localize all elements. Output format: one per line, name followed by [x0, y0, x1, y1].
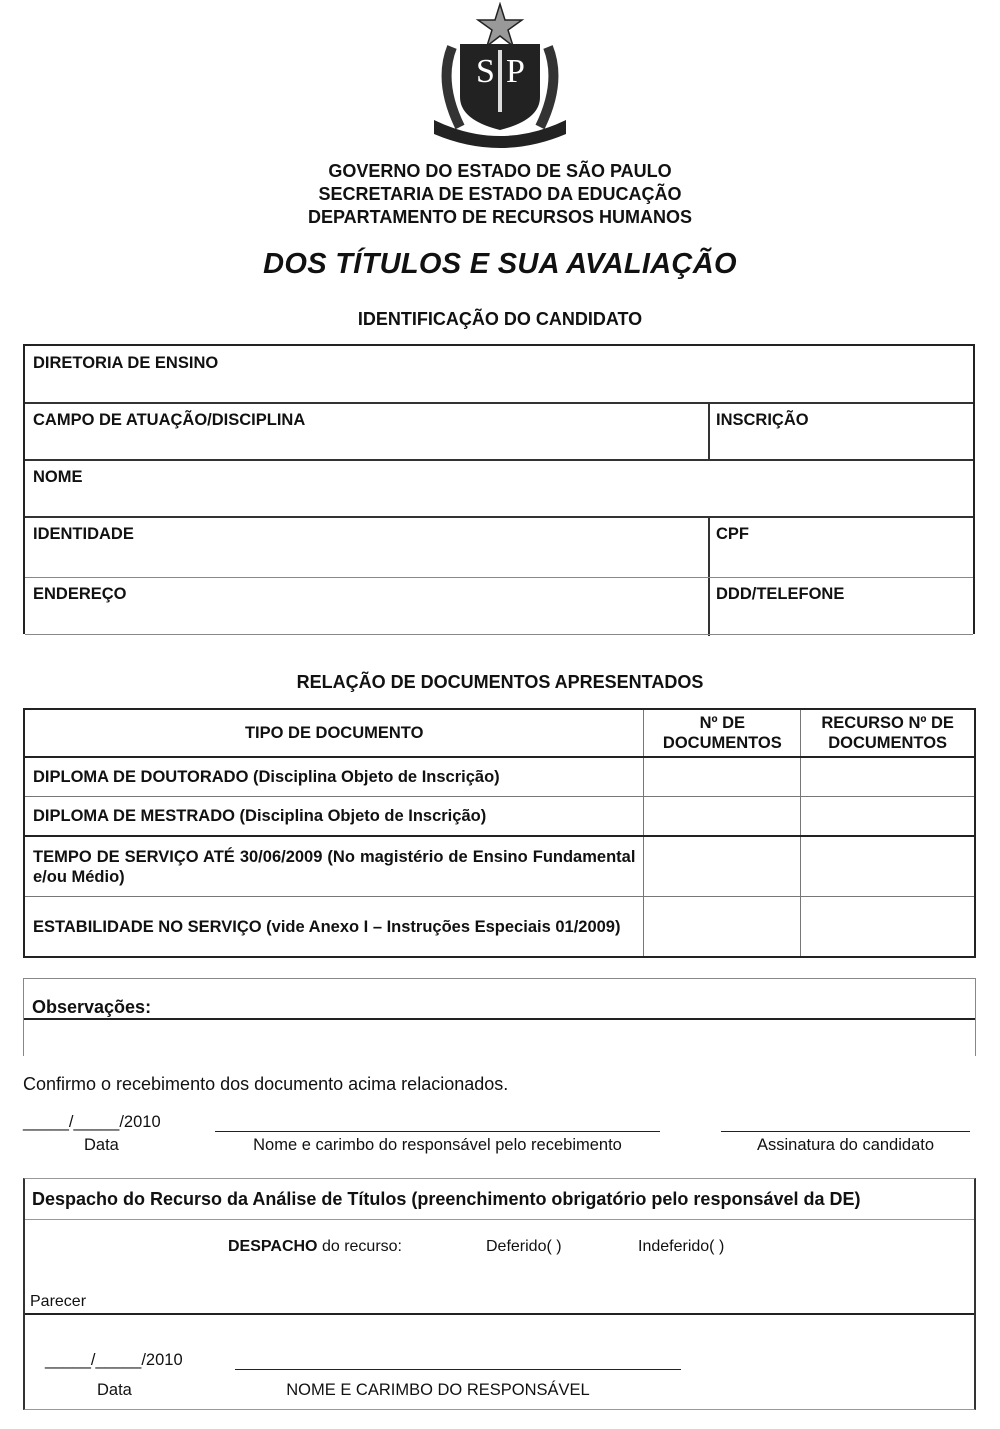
document-type-cell: DIPLOMA DE MESTRADO (Disciplina Objeto de Inscrição) [24, 797, 644, 837]
sword-icon [498, 50, 502, 112]
star-icon [478, 4, 522, 46]
section-title-documents: RELAÇÃO DE DOCUMENTOS APRESENTADOS [296, 672, 704, 692]
field-cpf[interactable]: CPF [716, 525, 749, 543]
observations-input[interactable] [32, 1025, 967, 1053]
sao-paulo-crest-logo [430, 2, 570, 152]
document-type-cell: DIPLOMA DE DOUTORADO (Disciplina Objeto de Inscrição) [24, 757, 644, 797]
document-count-cell[interactable] [644, 757, 801, 797]
receipt-date-field[interactable]: _____/_____/2010 [23, 1113, 161, 1131]
parecer-label: Parecer [30, 1293, 87, 1310]
document-type-cell: ESTABILIDADE NO SERVIÇO (vide Anexo I – Instruções Especiais 01/2009) [24, 897, 644, 958]
dispatch-responsible-label: NOME E CARIMBO DO RESPONSÁVEL [286, 1381, 590, 1399]
dispatch-label [228, 1238, 402, 1256]
column-header-tipo: TIPO DE DOCUMENTO [24, 709, 644, 757]
candidate-signature-line[interactable] [721, 1131, 970, 1132]
page-title: DOS TÍTULOS E SUA AVALIAÇÃO [263, 248, 737, 280]
section-title-identification: IDENTIFICAÇÃO DO CANDIDATO [357, 309, 643, 329]
crest-initial-p: P [506, 53, 525, 90]
appeal-count-cell[interactable] [801, 836, 975, 897]
laurel-right-icon [540, 47, 553, 127]
table-row [24, 797, 975, 837]
header-department: DEPARTAMENTO DE RECURSOS HUMANOS [307, 207, 693, 227]
appeal-count-cell[interactable] [801, 897, 975, 958]
appeal-dispatch-title: Despacho do Recurso da Análise de Títulos (preenchimento obrigatório pelo responsável da DE) [32, 1189, 861, 1209]
table-row [24, 897, 975, 958]
field-telefone[interactable]: DDD/TELEFONE [716, 585, 845, 603]
field-identidade[interactable]: IDENTIDADE [33, 525, 134, 543]
field-diretoria[interactable]: DIRETORIA DE ENSINO [33, 354, 219, 372]
field-campo-atuacao[interactable]: CAMPO DE ATUAÇÃO/DISCIPLINA [33, 411, 306, 429]
header-government: GOVERNO DO ESTADO DE SÃO PAULO [328, 161, 672, 181]
dispatch-label-bold: DESPACHO [228, 1238, 318, 1255]
header-secretariat: SECRETARIA DE ESTADO DA EDUCAÇÃO [318, 184, 682, 204]
receipt-date-label: Data [84, 1136, 119, 1154]
table-row [24, 836, 975, 897]
dispatch-signature-line[interactable] [235, 1369, 681, 1370]
table-row [24, 757, 975, 797]
field-endereco[interactable]: ENDEREÇO [33, 585, 127, 603]
indeferido-checkbox[interactable]: Indeferido( ) [638, 1238, 725, 1255]
receipt-confirmation-text: Confirmo o recebimento dos documento acima relacionados. [23, 1074, 509, 1094]
observations-label: Observações: [32, 997, 152, 1017]
document-count-cell[interactable] [644, 797, 801, 837]
candidate-signature-label: Assinatura do candidato [756, 1136, 935, 1154]
field-nome[interactable]: NOME [33, 468, 83, 486]
appeal-dispatch-box [23, 1178, 976, 1410]
column-header-recurso: RECURSO Nº DE DOCUMENTOS [801, 709, 975, 757]
deferido-checkbox[interactable]: Deferido( ) [486, 1238, 562, 1255]
dispatch-label-rest: do recurso: [317, 1238, 402, 1255]
column-header-num: Nº DE DOCUMENTOS [644, 709, 801, 757]
responsible-signature-line[interactable] [215, 1131, 660, 1132]
document-type-cell: TEMPO DE SERVIÇO ATÉ 30/06/2009 (No magistério de Ensino Fundamental e/ou Médio) [24, 836, 644, 897]
dispatch-date-label: Data [97, 1381, 132, 1399]
documents-table [23, 708, 976, 958]
responsible-signature-label: Nome e carimbo do responsável pelo recebimento [253, 1136, 622, 1154]
crest-initial-s: S [476, 53, 495, 90]
appeal-count-cell[interactable] [801, 797, 975, 837]
identification-form [23, 344, 975, 634]
document-count-cell[interactable] [644, 897, 801, 958]
dispatch-date-field[interactable]: _____/_____/2010 [45, 1351, 183, 1369]
appeal-count-cell[interactable] [801, 757, 975, 797]
document-count-cell[interactable] [644, 836, 801, 897]
observations-box [23, 978, 976, 1056]
field-inscricao[interactable]: INSCRIÇÃO [716, 411, 809, 429]
laurel-left-icon [447, 47, 460, 127]
